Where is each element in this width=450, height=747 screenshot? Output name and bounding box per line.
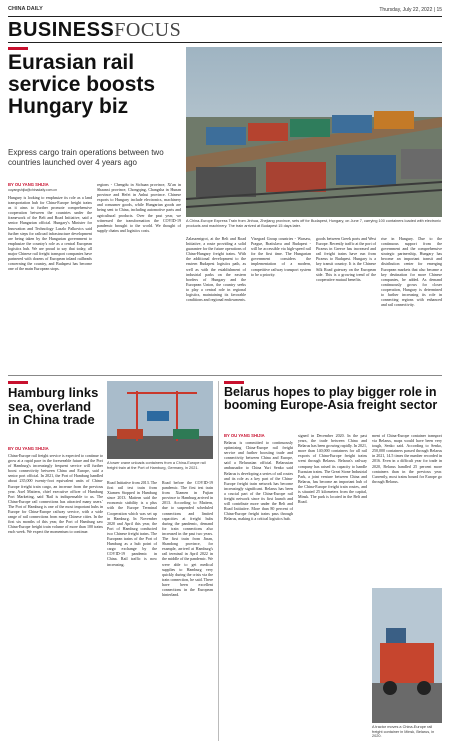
- hamburg-headline: Hamburg links sea, overland in China trade: [8, 385, 99, 428]
- section-title: BUSINESSFOCUS: [8, 19, 182, 41]
- belarus-accent: [224, 381, 244, 384]
- masthead: [8, 6, 442, 16]
- lead-accent: [8, 47, 28, 50]
- hamburg-accent: [8, 381, 28, 384]
- lead-headline: Eurasian rail service boosts Hungary biz: [8, 51, 156, 119]
- train-photo-caption: A China-Europe Express Train from Jinhua, Zhejiang province, sets off for Budapest, Hungary, on June 7, carrying 100 containers loaded with electronic products and machinery. The train arrived at Budapest 15 days later.: [186, 219, 442, 228]
- mid-rule: [8, 375, 442, 376]
- crane-photo-caption: A tower crane unloads containers from a China-Europe rail freight train at the Port of Hamburg, Germany, in 2021.: [107, 461, 206, 470]
- belarus-byline: BY OU YANG SHIJIA: [224, 433, 265, 438]
- top-rule: [8, 16, 442, 17]
- hamburg-column-3: Road before the COVID-19 pandemic. The first test train from Xiamen in Fujian province to Hamburg arrived in 2013. According to Mattern, due to suspended scheduled connections and limited capacities at freight hubs during the pandemic, demand for train connections also increased in the past two years. The first train from Jinan, Shandong province, for example, arrived at Hamburg's rail terminal in April 2022 in the middle of the pandemic. We were able to get medical supplies to Hamburg very quickly during the crisis via the train connection, he said. There have been excellent connections in the European hinterland.: [162, 480, 213, 598]
- belarus-column-2: signed in December 2020. In the past years, the trade between China and Belarus has been growing rapidly. In 2021, more than 140,000 containers for all rail exports of China-Europe freight trains went through Belarus. Belarus's railway company has raised its capacity to handle Eurasian trains. The Great Stone Industrial Park, a joint venture between China and Belarus, has become an important hub of the China-Europe freight train routes, and is situated 25 kilometers from the capital, Minsk. The park is located in the Belt and Road.: [298, 433, 367, 505]
- train-photo-illustration: [186, 47, 442, 217]
- belarus-column-1: Belarus is committed to continuously optimizing China-Europe rail freight service and further boosting trade and connectivity between China and Europe, said a Belarusian official. Belarusian ambassador to China Yuri Senko said Belarus is developing a series of rail routes and its role as a key part of the China-Europe freight train network has become increasingly significant. Belarus has been a crucial part of the China-Europe rail freight network since its first launch and will contribute more under the Belt and Road Initiative. More than 80 percent of China-Europe freight trains pass through Belarus, making it a critical logistics hub.: [224, 440, 293, 522]
- hamburg-byline: BY OU YANG SHIJIA: [8, 446, 49, 451]
- lead-deck: Express cargo train operations between two countries launched over 4 years ago: [8, 148, 164, 167]
- tractor-photo: [372, 588, 442, 723]
- hamburg-column-1: China-Europe rail freight service is expected to continue to grow at a rapid pace in the foreseeable future and the Port of Hamburg's increasingly frequent service will further boost connectivity between China and Europe, said a senior port official. In 2021, the Port of Hamburg handled about 235,000 twenty-foot equivalent units of China-Europe freight train cargo, an increase from the previous year. Axel Mattern, chief executive officer of Hamburg Port Marketing, said 'Rail is indispensable to us. The China-Europe rail connections has attracted many users.' The Port of Hamburg is one of the most important hubs in Europe for China-Europe railway service, with a wide range of rail connections from many Chinese cities. In the first six months of this year, the Port of Hamburg saw China-Europe freight train volume of more than 100 trains each week. We expect the momentum to continue.: [8, 453, 103, 535]
- crane-photo: [107, 381, 213, 459]
- lead-column-6: rise in Hungary. Due to the continuous support from the government and the comprehensive strategic partnership, Hungary has become an important transit and distribution center for emerging European markets that also became a key destination for more Chinese companies, he added. As demand continuously grows for closer cooperation, Hungary is determined to further increasing its role in connecting regions with enhanced and rail connectivity.: [381, 236, 442, 308]
- tractor-photo-caption: A tractor moves a China-Europe rail freight container in Minsk, Belarus, in 2020.: [372, 725, 435, 739]
- crane-photo-illustration: [107, 381, 213, 459]
- newspaper-logo: CHINA DAILY: [8, 6, 43, 12]
- belarus-headline: Belarus hopes to play bigger role in booming Europe-Asia freight sector: [224, 385, 438, 413]
- lead-byline: BY OU YANG SHIJIA: [8, 182, 49, 187]
- story-divider: [218, 381, 219, 741]
- lead-column-3: Zalaszentgrot, at the Belt and Road Initiative, a route providing a solid guarantee for the future operations of China-Hungary freight trains. With the additional development to the eastern Budapest logistics path, as well as with the establishment of industrial parks on the eastern borders of Hungary and the European Union, the country seeks to play a central role in regional logistics, maintaining its favorable conditions and regional endowments.: [186, 236, 246, 303]
- train-photo: [186, 47, 442, 217]
- hamburg-column-2: Road Initiative from 2013. The first rail test train from Xiamen Stopped in Hamburg since 2013. Mattern said the economic stability is a plus with the Europe Terminal Cooperation which was set up in Hamburg. In November 2020 and April this year, the Port of Hamburg conducted two Chinese freight trains. The European trains of the Port of Hamburg as a hub point of cargo exchange by the COVID-19 pandemic in China. Rail traffic is now increasing.: [107, 480, 157, 567]
- lead-column-4: Visegrad Group countries - Warsaw, Prague, Bratislava and Budapest - will be accessible via high-speed rail for the first time. The Hungarian government considers the implementation of a modern, competitive railway transport system to be a priority.: [251, 236, 311, 277]
- tractor-photo-illustration: [372, 588, 442, 723]
- lead-column-2: regions - Chengdu in Sichuan province, Xi'an in Shaanxi province, Chongqing, Changsha in Hunan province and Hefei in Anhui province. Chinese exports to Hungary include electronics, machinery and consumer goods, while Hungarian goods are being sent to China, including automotive parts and agricultural products. Over the past year, we witnessed the transformation the COVID-19 pandemic brought to the world. We thought of supply chains and logistics costs.: [97, 182, 181, 233]
- lead-column-5: goods between Greek ports and West Europe. Recently traffic at the port of Piraeus in Greece has increased and rail freight trains have run from Piraeus to Budapest. Hungary is a key transit country. It is the Chinese Silk Road gateway on the European side. This is a growing trend of the cooperative mutual benefits.: [316, 236, 376, 282]
- section-rule: [8, 42, 442, 43]
- lead-email: ouyangshijia@chinadaily.com.cn: [8, 188, 57, 192]
- belarus-column-3: ment of China-Europe container transport via Belarus, maps would have been very tough, Senko said. According to Senko, 250,000 containers passed through Belarus in 2021, 14.5 times the number recorded in 2016. Even in a difficult year for trade in 2020, Belarus handled 25 percent more containers than in the previous year. Currently, most trains bound for Europe go through Belarus.: [372, 433, 442, 484]
- page-date: Thursday, July 22, 2022 | 15: [379, 7, 442, 13]
- lead-column-1: Hungary is looking to emphasize its role as a land transportation hub for China-Europe freight trains as it aims to further promote comprehensive cooperation between the countries under the framework of the Belt and Road Initiative, said a senior Hungarian official. Hungary's Minister for Innovation and Technology Laszlo Palkovics said further steps for railroad infrastructure development are being taken by the Hungarian government to emphasize the country's role as a central European logistics hub. We are proud to say that today, all major Chinese rail freight transport companies have partnered with dozens of European inland railheads concerning the country, and Budapest has become one of the main European stops.: [8, 195, 92, 272]
